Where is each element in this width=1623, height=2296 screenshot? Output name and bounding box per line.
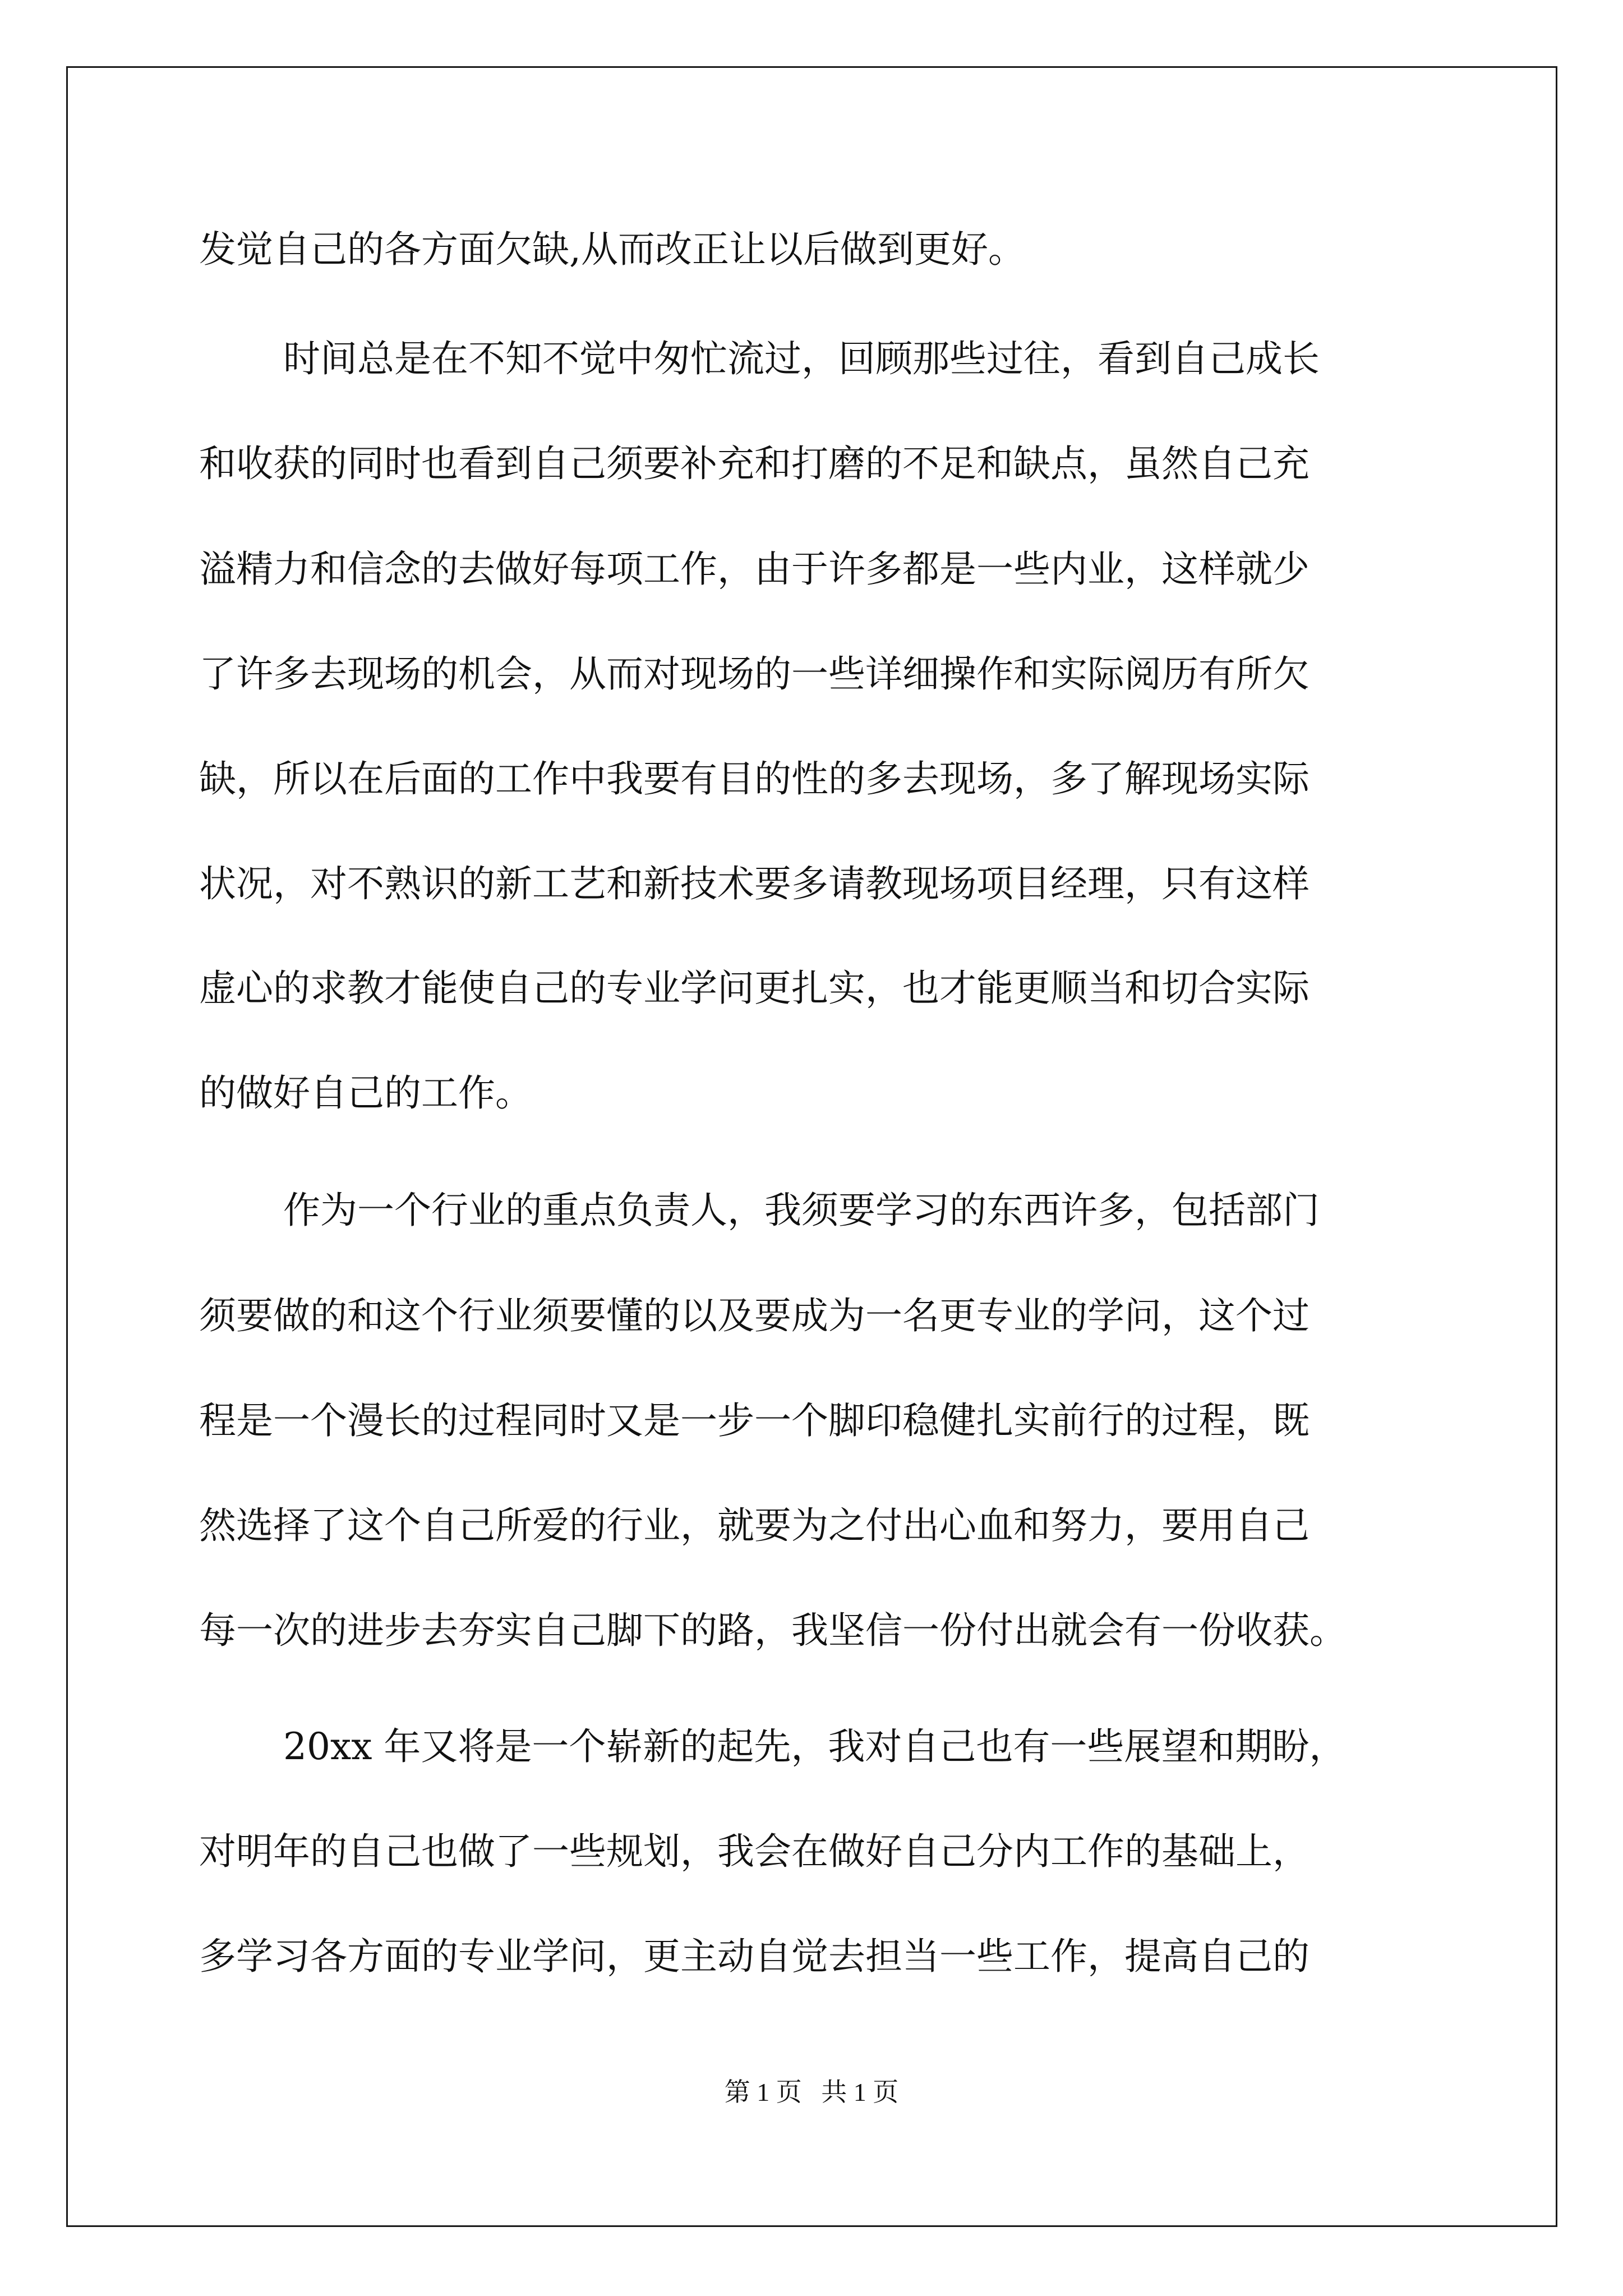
paragraph-first-line: 作为一个行业的重点负责人，我须要学习的东西许多，包括部门 — [283, 1189, 1320, 1232]
text-line: 的做好自己的工作。 — [199, 1071, 532, 1115]
text-line: 须要做的和这个行业须要懂的以及要成为一名更专业的学问，这个过 — [199, 1294, 1310, 1337]
text-line: 然选择了这个自己所爱的行业，就要为之付出心血和努力，要用自己 — [199, 1504, 1310, 1547]
text-line: 和收获的同时也看到自己须要补充和打磨的不足和缺点，虽然自己充 — [199, 442, 1310, 485]
text-line: 对明年的自己也做了一些规划，我会在做好自己分内工作的基础上， — [199, 1830, 1310, 1873]
text-line: 每一次的进步去夯实自己脚下的路，我坚信一份付出就会有一份收获。 — [199, 1609, 1347, 1652]
page-number-footer: 第 1 页 共 1 页 — [724, 2078, 899, 2106]
text-line: 发觉自己的各方面欠缺,从而改正让以后做到更好。 — [199, 228, 1025, 271]
text-line: 缺，所以在后面的工作中我要有目的性的多去现场，多了解现场实际 — [199, 757, 1310, 800]
paragraph-first-line: 时间总是在不知不觉中匆忙流过，回顾那些过往，看到自己成长 — [283, 337, 1320, 380]
text-line: 多学习各方面的专业学问，更主动自觉去担当一些工作，提高自己的 — [199, 1935, 1310, 1978]
text-line: 程是一个漫长的过程同时又是一步一个脚印稳健扎实前行的过程，既 — [199, 1399, 1310, 1442]
text-line: 状况，对不熟识的新工艺和新技术要多请教现场项目经理，只有这样 — [199, 862, 1310, 905]
text-line: 虚心的求教才能使自己的专业学问更扎实，也才能更顺当和切合实际 — [199, 967, 1310, 1010]
page-border — [66, 66, 1557, 2227]
text-line: 了许多去现场的机会，从而对现场的一些详细操作和实际阅历有所欠 — [199, 652, 1310, 696]
text-line: 溢精力和信念的去做好每项工作，由于许多都是一些内业，这样就少 — [199, 547, 1310, 591]
paragraph-first-line: 20xx 年又将是一个崭新的起先，我对自己也有一些展望和期盼， — [283, 1725, 1347, 1768]
